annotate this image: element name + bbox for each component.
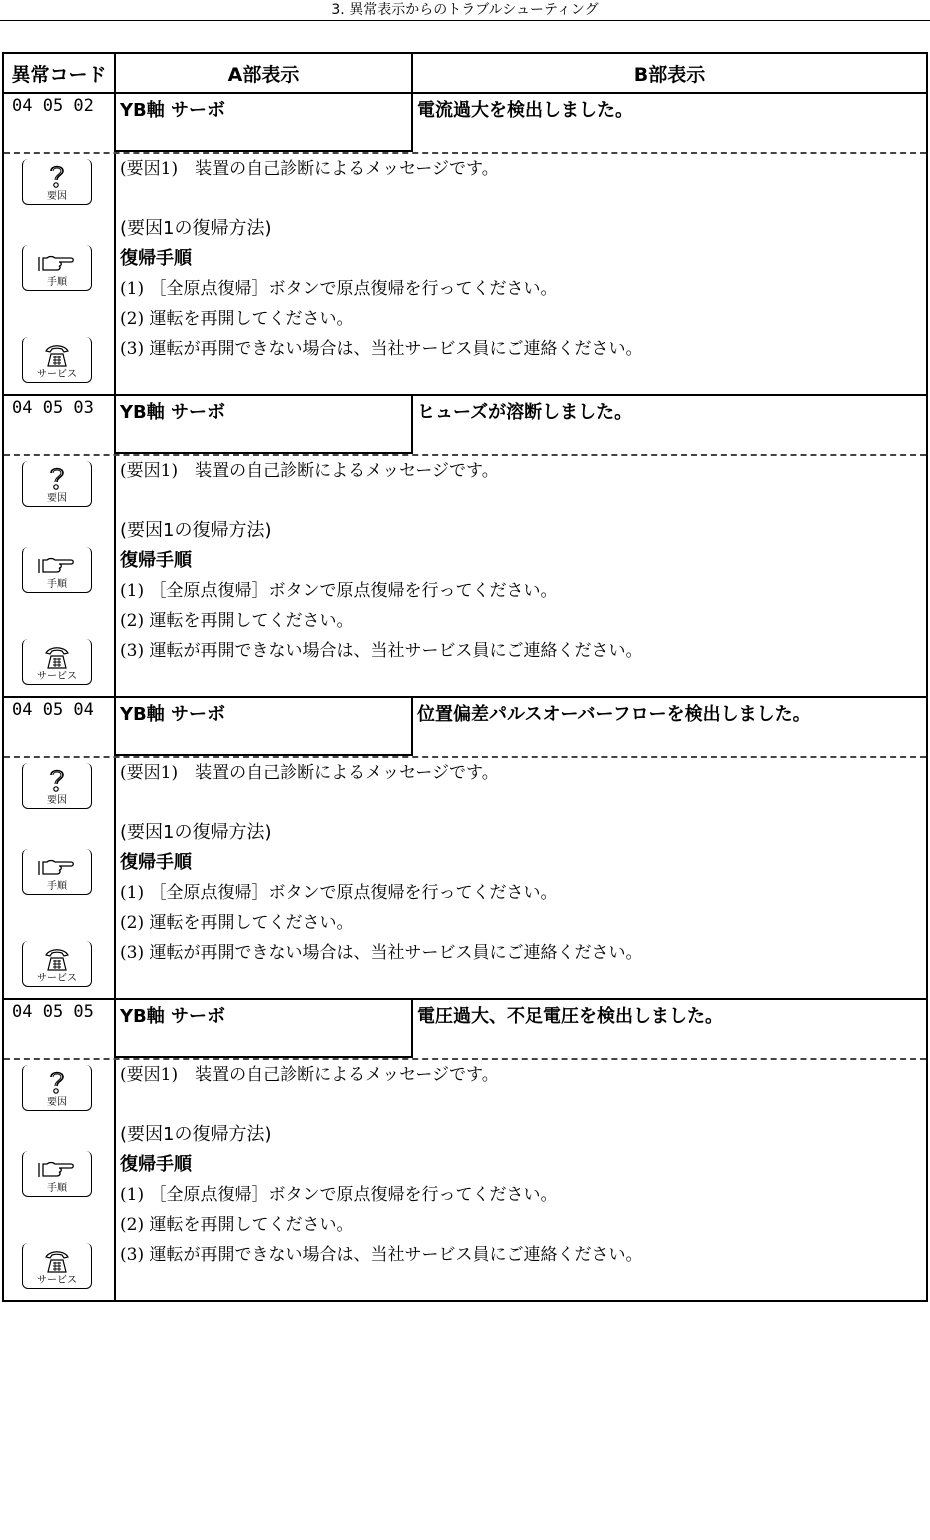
service-icon-label: サービス [37,671,77,682]
detail-row [4,152,926,394]
page-header: 3. 異常表示からのトラブルシューティング [0,0,930,21]
cause-icon-label: 要因 [47,795,67,806]
step-3: (3) 運転が再開できない場合は、当社サービス員にご連絡ください。 [120,1245,643,1265]
error-row [4,396,926,454]
question-mark-icon [43,1068,71,1096]
error-row [4,94,926,152]
error-code: 04 05 05 [4,1000,116,1058]
question-mark-icon [43,464,71,492]
telephone-icon [42,644,72,670]
a-display-text: YB軸 サーボ [116,94,413,152]
step-1: (1) ［全原点復帰］ボタンで原点復帰を行ってください。 [120,279,558,299]
pointing-hand-icon [37,856,77,880]
question-mark-icon [43,766,71,794]
b-display-text: 位置偏差パルスオーバーフローを検出しました。 [417,704,811,725]
guide-icons [4,1060,116,1300]
cause-icon [22,461,92,507]
error-code: 04 05 02 [4,94,116,152]
a-display-text: YB軸 サーボ [116,396,413,454]
step-2: (2) 運転を再開してください。 [120,1215,354,1235]
procedure-icon [22,849,92,895]
step-1: (1) ［全原点復帰］ボタンで原点復帰を行ってください。 [120,883,558,903]
detail-content [116,456,926,696]
cause-icon [22,763,92,809]
procedure-icon [22,245,92,291]
pointing-hand-icon [37,554,77,578]
cause-text: (要因1) 装置の自己診断によるメッセージです。 [120,461,499,481]
telephone-icon [42,1248,72,1274]
guide-icons [4,154,116,394]
service-icon [22,337,92,383]
recovery-title: (要因1の復帰方法) [120,520,272,541]
error-row [4,698,926,756]
detail-content [116,1060,926,1300]
error-entries [4,94,926,1300]
service-icon [22,941,92,987]
header-error-code: 異常コード [4,54,116,92]
guide-icons [4,456,116,696]
step-3: (3) 運転が再開できない場合は、当社サービス員にご連絡ください。 [120,943,643,963]
detail-row [4,756,926,998]
service-icon-label: サービス [37,1275,77,1286]
procedure-title: 復帰手順 [120,852,192,873]
a-display-text: YB軸 サーボ [116,698,413,756]
header-a-display: A部表示 [116,54,413,92]
cause-icon-label: 要因 [47,1097,67,1108]
step-2: (2) 運転を再開してください。 [120,913,354,933]
recovery-title: (要因1の復帰方法) [120,822,272,843]
cause-text: (要因1) 装置の自己診断によるメッセージです。 [120,763,499,783]
error-row [4,1000,926,1058]
b-display-text: ヒューズが溶断しました。 [417,402,633,423]
header-b-display: B部表示 [633,63,706,86]
procedure-icon-label: 手順 [47,579,67,590]
step-2: (2) 運転を再開してください。 [120,309,354,329]
procedure-icon [22,1151,92,1197]
procedure-title: 復帰手順 [120,1154,192,1175]
cause-icon-label: 要因 [47,191,67,202]
pointing-hand-icon [37,252,77,276]
error-code: 04 05 04 [4,698,116,756]
service-icon-label: サービス [37,369,77,380]
error-entry [4,394,926,696]
detail-row [4,454,926,696]
cause-text: (要因1) 装置の自己診断によるメッセージです。 [120,159,499,179]
procedure-icon-label: 手順 [47,881,67,892]
service-icon-label: サービス [37,973,77,984]
procedure-icon-label: 手順 [47,277,67,288]
pointing-hand-icon [37,1158,77,1182]
detail-content [116,758,926,998]
detail-row [4,1058,926,1300]
table-header-row [4,54,926,94]
step-3: (3) 運転が再開できない場合は、当社サービス員にご連絡ください。 [120,641,643,661]
telephone-icon [42,342,72,368]
detail-content [116,154,926,394]
error-table [2,52,928,1302]
cause-icon [22,159,92,205]
a-display-text: YB軸 サーボ [116,1000,413,1058]
telephone-icon [42,946,72,972]
service-icon [22,1243,92,1289]
step-1: (1) ［全原点復帰］ボタンで原点復帰を行ってください。 [120,581,558,601]
error-code: 04 05 03 [4,396,116,454]
b-display-text: 電流過大を検出しました。 [417,100,633,121]
step-3: (3) 運転が再開できない場合は、当社サービス員にご連絡ください。 [120,339,643,359]
question-mark-icon [43,162,71,190]
cause-text: (要因1) 装置の自己診断によるメッセージです。 [120,1065,499,1085]
step-1: (1) ［全原点復帰］ボタンで原点復帰を行ってください。 [120,1185,558,1205]
step-2: (2) 運転を再開してください。 [120,611,354,631]
procedure-icon-label: 手順 [47,1183,67,1194]
error-entry [4,94,926,394]
recovery-title: (要因1の復帰方法) [120,1124,272,1145]
b-display-text: 電圧過大、不足電圧を検出しました。 [417,1006,723,1027]
service-icon [22,639,92,685]
guide-icons [4,758,116,998]
error-entry [4,998,926,1300]
cause-icon [22,1065,92,1111]
cause-icon-label: 要因 [47,493,67,504]
procedure-icon [22,547,92,593]
error-entry [4,696,926,998]
procedure-title: 復帰手順 [120,248,192,269]
procedure-title: 復帰手順 [120,550,192,571]
recovery-title: (要因1の復帰方法) [120,218,272,239]
